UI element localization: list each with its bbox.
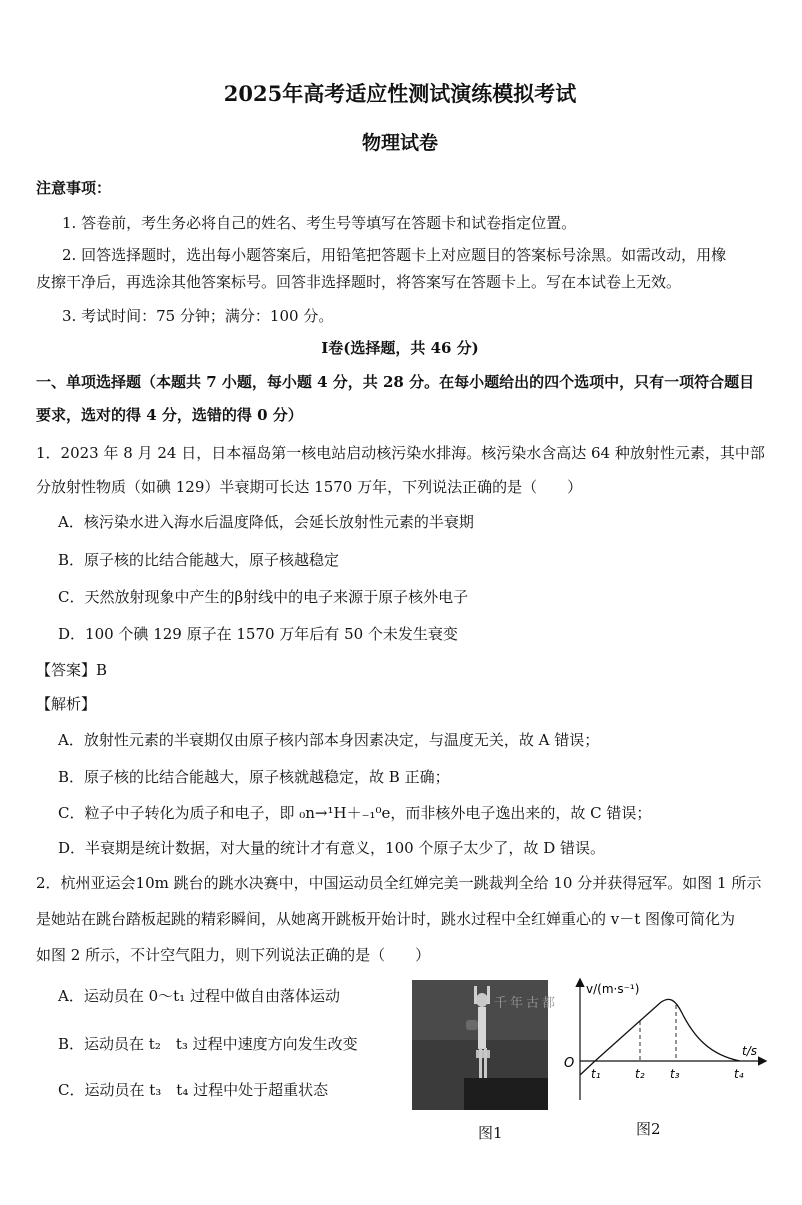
notice-item-3: 3. 考试时间：75 分钟；满分：100 分。 xyxy=(62,307,334,325)
q2-option-a: A．运动员在 0～t₁ 过程中做自由落体运动 xyxy=(58,987,340,1005)
page-title: 2025年高考适应性测试演练模拟考试 xyxy=(223,81,577,106)
q1-stem-b: 分放射性物质（如碘 129）半衰期可长达 1570 万年，下列说法正确的是（ ） xyxy=(36,478,583,496)
section-instructions-b: 要求，选对的得 4 分，选错的得 0 分） xyxy=(36,406,303,424)
section-instructions-a: 一、单项选择题（本题共 7 小题，每小题 4 分，共 28 分。在每小题给出的四个选项中，只有一项符合题目 xyxy=(36,373,755,391)
q1-answer: 【答案】B xyxy=(36,661,108,679)
q2-stem-c: 如图 2 所示，不计空气阻力，则下列说法正确的是（ ） xyxy=(36,946,431,964)
page-subtitle: 物理试卷 xyxy=(361,132,438,154)
q1-explanation-b: B．原子核的比结合能越大，原子核就越稳定，故 B 正确； xyxy=(58,768,450,786)
q1-option-d: D．100 个碘 129 原子在 1570 万年后有 50 个未发生衰变 xyxy=(58,625,458,643)
vt-curve xyxy=(580,999,740,1075)
q1-stem-a: 1．2023 年 8 月 24 日，日本福岛第一核电站启动核污染水排海。核污染水含高达 64 种放射性元素，其中部 xyxy=(36,444,765,462)
tick-t1: t₁ xyxy=(591,1067,601,1081)
notice-item-2b: 皮擦干净后，再选涂其他答案标号。回答非选择题时，将答案写在答题卡上。写在本试卷上无效。 xyxy=(36,273,682,291)
notice-heading: 注意事项： xyxy=(36,179,112,197)
tick-t3: t₃ xyxy=(670,1067,680,1081)
figure-2-caption: 图2 xyxy=(636,1120,661,1138)
q2-option-c: C．运动员在 t₃ t₄ 过程中处于超重状态 xyxy=(58,1081,329,1099)
q1-analysis-label: 【解析】 xyxy=(36,695,97,713)
q2-stem-b: 是她站在跳台踏板起跳的精彩瞬间，从她离开跳板开始计时，跳水过程中全红婵重心的 v－t 图像可简化为 xyxy=(36,910,736,928)
q1-option-c: C．天然放射现象中产生的β射线中的电子来源于原子核外电子 xyxy=(58,588,469,606)
q1-option-a: A．核污染水进入海水后温度降低，会延长放射性元素的半衰期 xyxy=(58,513,474,531)
q2-option-b: B．运动员在 t₂ t₃ 过程中速度方向发生改变 xyxy=(58,1035,358,1053)
q1-option-b: B．原子核的比结合能越大，原子核越稳定 xyxy=(58,551,340,569)
q2-stem-a: 2．杭州亚运会10m 跳台的跳水决赛中，中国运动员全红婵完美一跳裁判全给 10 分并获得冠军。如图 1 所示 xyxy=(36,874,762,892)
tick-t4: t₄ xyxy=(734,1067,744,1081)
figure-1-caption: 图1 xyxy=(478,1124,503,1142)
q1-explanation-d: D．半衰期是统计数据，对大量的统计才有意义，100 个原子太少了，故 D 错误。 xyxy=(58,839,605,857)
origin-label: O xyxy=(564,1056,575,1071)
q1-explanation-a: A．放射性元素的半衰期仅由原子核内部本身因素决定，与温度无关，故 A 错误； xyxy=(58,731,600,749)
notice-item-2a: 2. 回答选择题时，选出每小题答案后，用铅笔把答题卡上对应题目的答案标号涂黑。如需改动，用橡 xyxy=(62,246,727,264)
q1-explanation-c: C．粒子中子转化为质子和电子，即 ₀n→¹H＋₋₁⁰e，而非核外电子逸出来的，故 C 错误； xyxy=(58,804,652,822)
volume-heading: I卷(选择题，共 46 分) xyxy=(321,339,479,357)
notice-item-1: 1. 答卷前，考生务必将自己的姓名、考生号等填写在答题卡和试卷指定位置。 xyxy=(62,214,577,232)
tick-t2: t₂ xyxy=(635,1067,645,1081)
x-axis-label: t/s xyxy=(742,1044,757,1058)
photo-banner-text: 千年古都 xyxy=(494,996,559,1011)
diver-photo xyxy=(412,980,559,1110)
y-axis-label: v/(m·s⁻¹) xyxy=(586,982,640,996)
vt-graph xyxy=(560,975,775,1105)
